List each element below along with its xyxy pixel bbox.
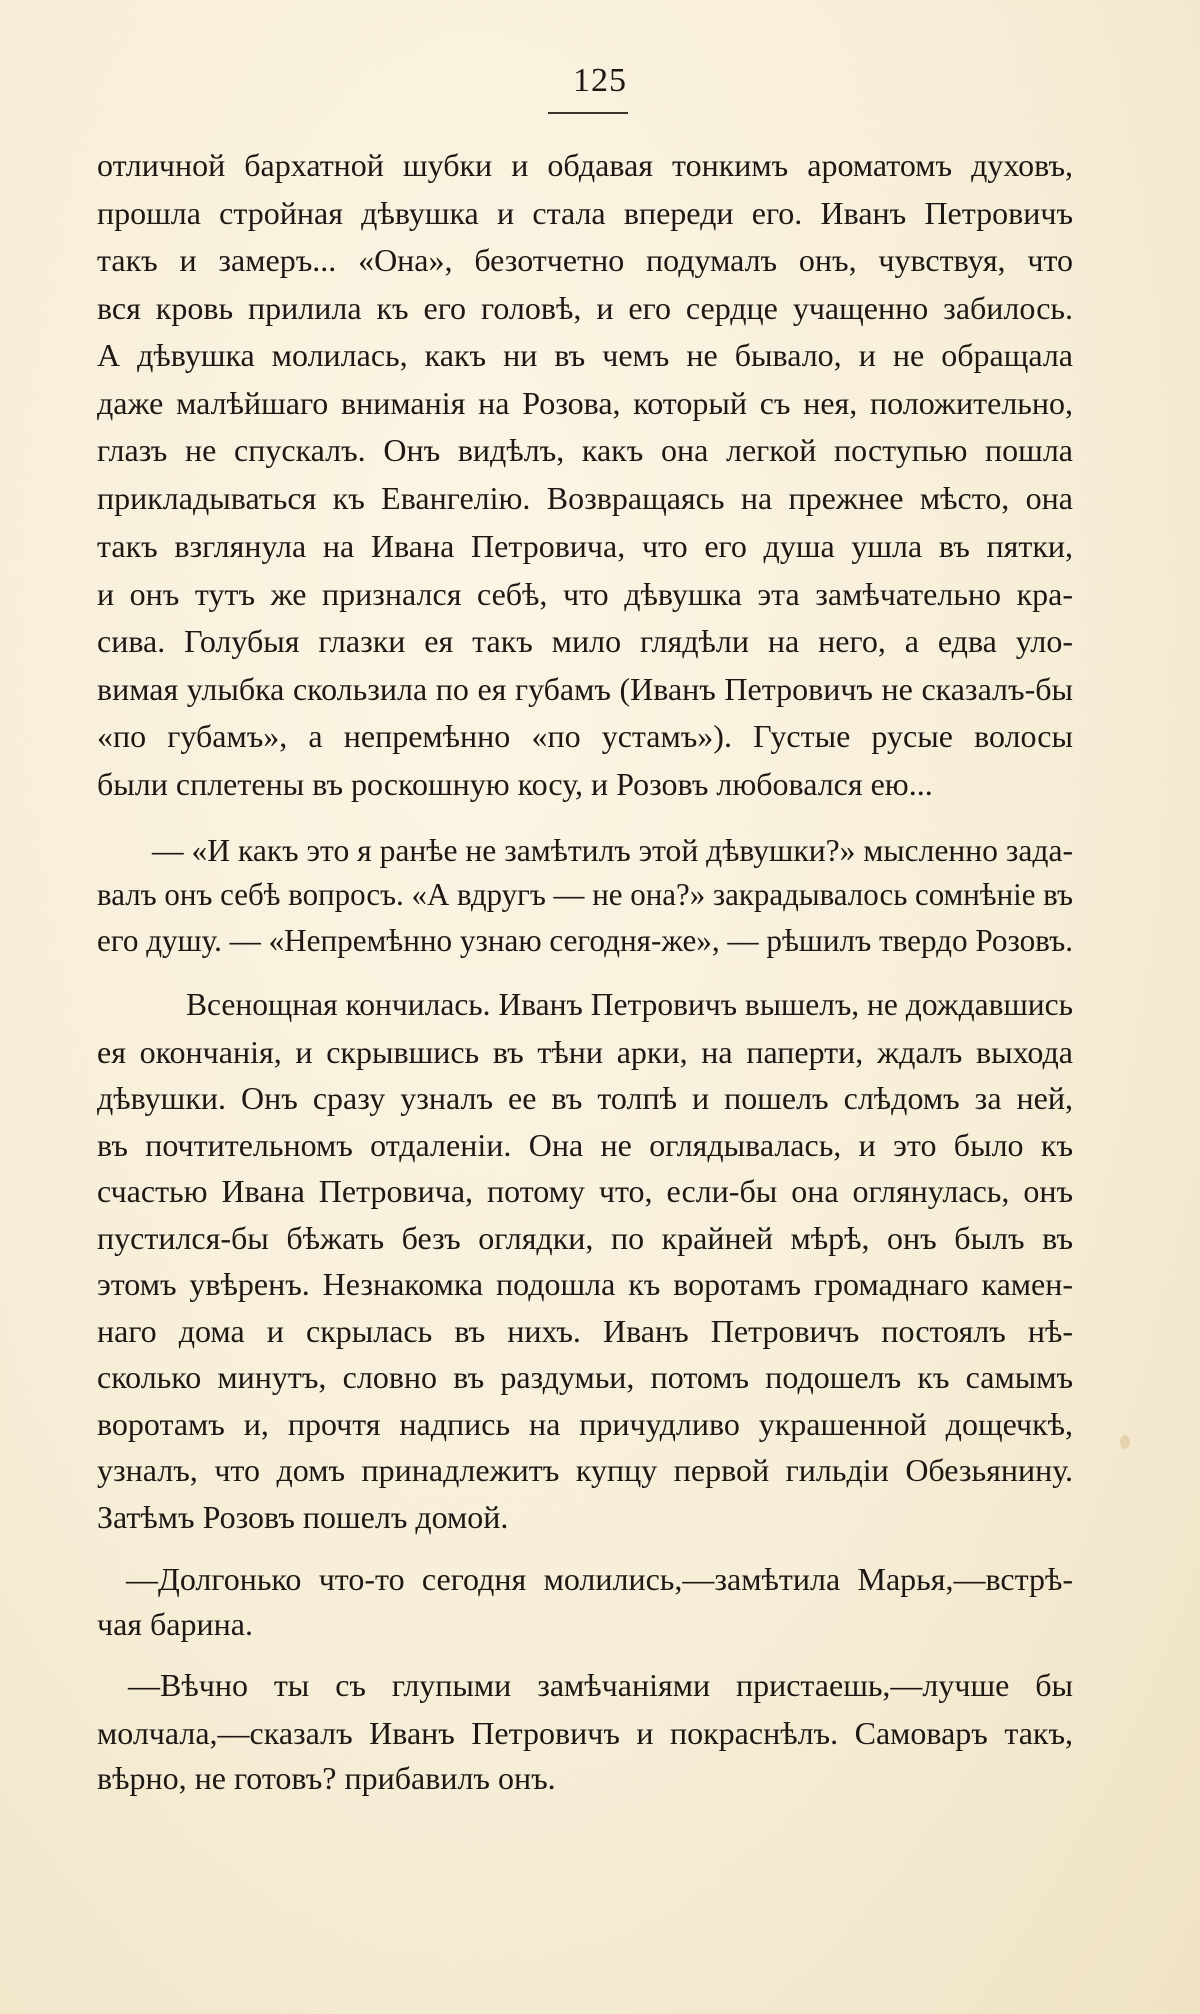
text-line: молчала,—сказалъ Иванъ Петровичъ и покраснѣлъ. Самоваръ такъ, xyxy=(97,1715,1073,1751)
page-number: 125 xyxy=(573,62,627,99)
paper-stain xyxy=(1120,1435,1130,1449)
text-line: отличной бархатной шубки и обдавая тонкимъ ароматомъ духовъ, xyxy=(97,147,1073,183)
text-line: прошла стройная дѣвушка и стала впереди его. Иванъ Петровичъ xyxy=(97,195,1073,231)
text-line: «по губамъ», а непремѣнно «по устамъ»). Густые русые волосы xyxy=(97,718,1073,754)
text-line: были сплетены въ роскошную косу, и Розовъ любовался ею... xyxy=(97,766,933,802)
text-line: его душу. — «Непремѣнно узнаю сегодня-же», — рѣшилъ твердо Розовъ. xyxy=(97,922,1073,958)
text-line: сколько минутъ, словно въ раздумьи, потомъ подошелъ къ самымъ xyxy=(97,1359,1073,1395)
text-line: вся кровь прилила къ его головѣ, и его сердце учащенно забилось. xyxy=(97,290,1073,326)
text-line: вимая улыбка скользила по ея губамъ (Иванъ Петровичъ не сказалъ-бы xyxy=(97,671,1073,707)
text-line: въ почтительномъ отдаленіи. Она не оглядывалась, и это было къ xyxy=(97,1127,1073,1163)
text-line: наго дома и скрылась въ нихъ. Иванъ Петровичъ постоялъ нѣ- xyxy=(97,1313,1073,1349)
text-line: прикладываться къ Евангелію. Возвращаясь на прежнее мѣсто, она xyxy=(97,480,1073,516)
text-line: чая барина. xyxy=(97,1606,253,1642)
text-line: узналъ, что домъ принадлежитъ купцу первой гильдіи Обезьянину. xyxy=(97,1452,1073,1488)
text-line: —Вѣчно ты съ глупыми замѣчаніями пристаешь,—лучше бы xyxy=(128,1667,1073,1703)
text-line: валъ онъ себѣ вопросъ. «А вдругъ — не она?» закрадывалось сомнѣніе въ xyxy=(97,876,1073,912)
text-line: и онъ тутъ же признался себѣ, что дѣвушка эта замѣчательно кра- xyxy=(97,576,1073,612)
text-line: дѣвушки. Онъ сразу узналъ ее въ толпѣ и пошелъ слѣдомъ за ней, xyxy=(97,1080,1073,1116)
text-line: такъ взглянула на Ивана Петровича, что его душа ушла въ пятки, xyxy=(97,528,1073,564)
text-line: этомъ увѣренъ. Незнакомка подошла къ воротамъ громаднаго камен- xyxy=(97,1266,1073,1302)
text-line: — «И какъ это я ранѣе не замѣтилъ этой дѣвушки?» мысленно зада- xyxy=(152,832,1073,868)
text-line: такъ и замеръ... «Она», безотчетно подумалъ онъ, чувствуя, что xyxy=(97,242,1073,278)
text-line: А дѣвушка молилась, какъ ни въ чемъ не бывало, и не обращала xyxy=(97,337,1073,373)
text-line: Всенощная кончилась. Иванъ Петровичъ вышелъ, не дождавшись xyxy=(186,986,1073,1022)
text-line: Затѣмъ Розовъ пошелъ домой. xyxy=(97,1499,509,1535)
text-line: глазъ не спускалъ. Онъ видѣлъ, какъ она легкой поступью пошла xyxy=(97,432,1073,468)
text-line: воротамъ и, прочтя надпись на причудливо украшенной дощечкѣ, xyxy=(97,1406,1073,1442)
text-line: пустился-бы бѣжать безъ оглядки, по крайней мѣрѣ, онъ былъ въ xyxy=(97,1220,1073,1256)
text-line: —Долгонько что-то сегодня молились,—замѣтила Марья,—встрѣ- xyxy=(126,1561,1073,1597)
text-line: вѣрно, не готовъ? прибавилъ онъ. xyxy=(97,1760,556,1796)
text-line: ея окончанія, и скрывшись въ тѣни арки, на паперти, ждалъ выхода xyxy=(97,1034,1073,1070)
text-line: сива. Голубыя глазки ея такъ мило глядѣли на него, а едва уло- xyxy=(97,623,1073,659)
page-number-rule xyxy=(548,112,628,114)
text-line: даже малѣйшаго вниманія на Розова, который съ нея, положительно, xyxy=(97,385,1073,421)
text-line: счастью Ивана Петровича, потому что, если-бы она оглянулась, онъ xyxy=(97,1173,1073,1209)
